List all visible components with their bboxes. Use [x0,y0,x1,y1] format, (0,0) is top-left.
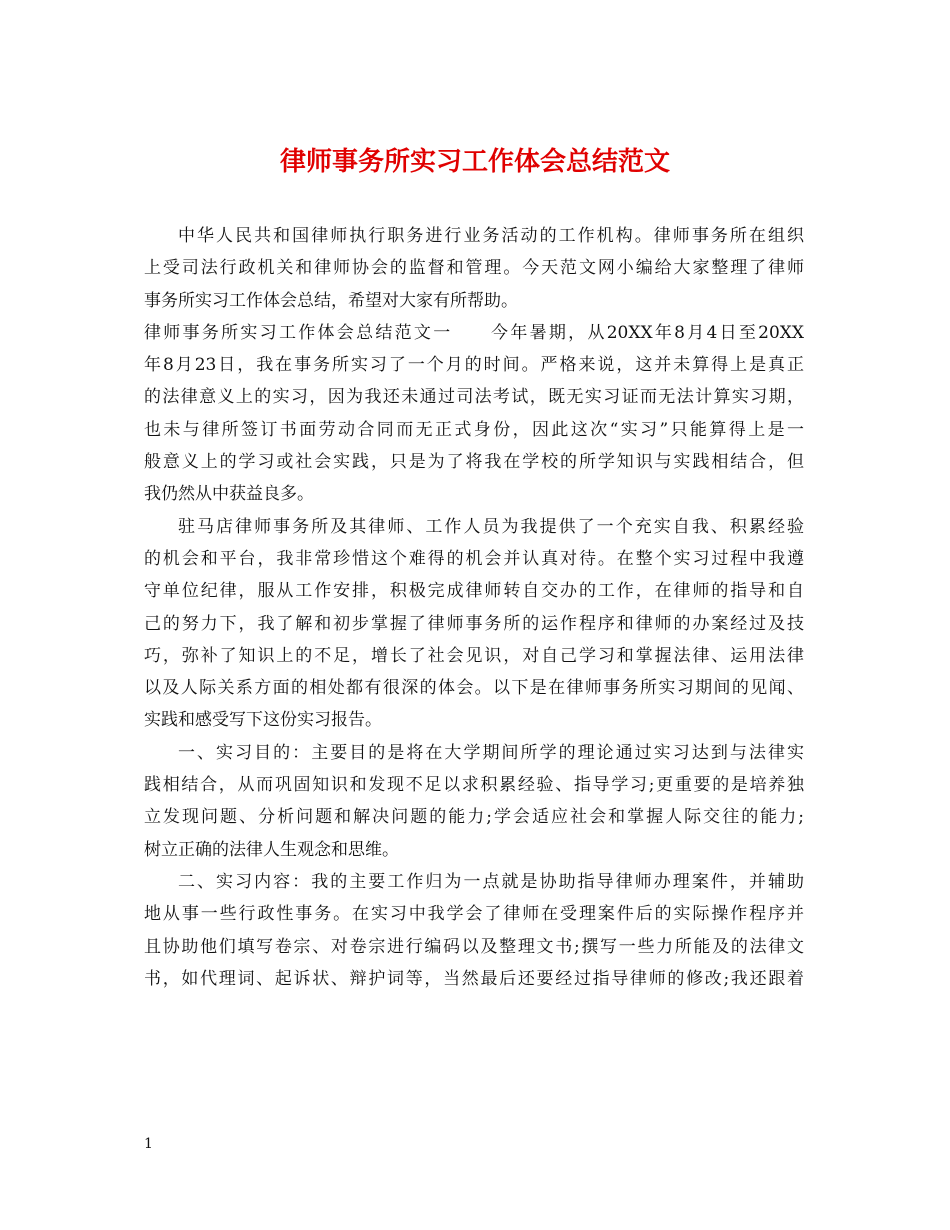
text-line: 立发现问题、分析问题和解决问题的能力;学会适应社会和掌握人际交往的能力; [144,807,804,828]
text-line: 我仍然从中获益良多。 [144,484,314,505]
text-line: 的法律意义上的实习，因为我还未通过司法考试，既无实习证而无法计算实习期， [144,387,804,408]
text-line: 书，如代理词、起诉状、辩护词等，当然最后还要经过指导律师的修改;我还跟着 [144,968,804,989]
text-line: 且协助他们填写卷宗、对卷宗进行编码以及整理文书;撰写一些力所能及的法律文 [144,936,804,957]
text-line: 的机会和平台，我非常珍惜这个难得的机会并认真对待。在整个实习过程中我遵 [144,548,804,569]
text-line: 年8月23日，我在事务所实习了一个月的时间。严格来说，这并未算得上是真正 [144,355,804,376]
text-line: 二、实习内容：我的主要工作归为一点就是协助指导律师办理案件，并辅助 [178,871,804,892]
page-number: 1 [144,1136,153,1152]
text-line: 律师事务所实习工作体会总结范文一 今年暑期，从20XX年8月4日至20XX [144,322,804,343]
text-line: 巧，弥补了知识上的不足，增长了社会见识，对自己学习和掌握法律、运用法律 [144,645,804,666]
text-line: 一、实习目的：主要目的是将在大学期间所学的理论通过实习达到与法律实 [178,742,804,763]
text-line: 以及人际关系方面的相处都有很深的体会。以下是在律师事务所实习期间的见闻、 [144,678,804,699]
text-line: 上受司法行政机关和律师协会的监督和管理。今天范文网小编给大家整理了律师 [144,258,804,279]
document-title: 律师事务所实习工作体会总结范文 [279,147,670,177]
text-line: 驻马店律师事务所及其律师、工作人员为我提供了一个充实自我、积累经验 [178,516,804,537]
text-line: 地从事一些行政性事务。在实习中我学会了律师在受理案件后的实际操作程序并 [144,904,804,925]
text-line: 实践和感受写下这份实习报告。 [144,710,382,731]
text-line: 般意义上的学习或社会实践，只是为了将我在学校的所学知识与实践相结合，但 [144,452,804,473]
text-line: 己的努力下，我了解和初步掌握了律师事务所的运作程序和律师的办案经过及技 [144,613,804,634]
text-line: 树立正确的法律人生观念和思维。 [144,839,399,860]
text-line: 也未与律所签订书面劳动合同而无正式身份，因此这次“实习”只能算得上是一 [144,419,804,440]
text-line: 践相结合，从而巩固知识和发现不足以求积累经验、指导学习;更重要的是培养独 [144,775,804,796]
text-line: 中华人民共和国律师执行职务进行业务活动的工作机构。律师事务所在组织 [178,226,804,246]
text-line: 守单位纪律，服从工作安排，积极完成律师转自交办的工作，在律师的指导和自 [144,581,804,602]
text-line: 事务所实习工作体会总结，希望对大家有所帮助。 [144,290,518,311]
document-body [144,220,804,995]
